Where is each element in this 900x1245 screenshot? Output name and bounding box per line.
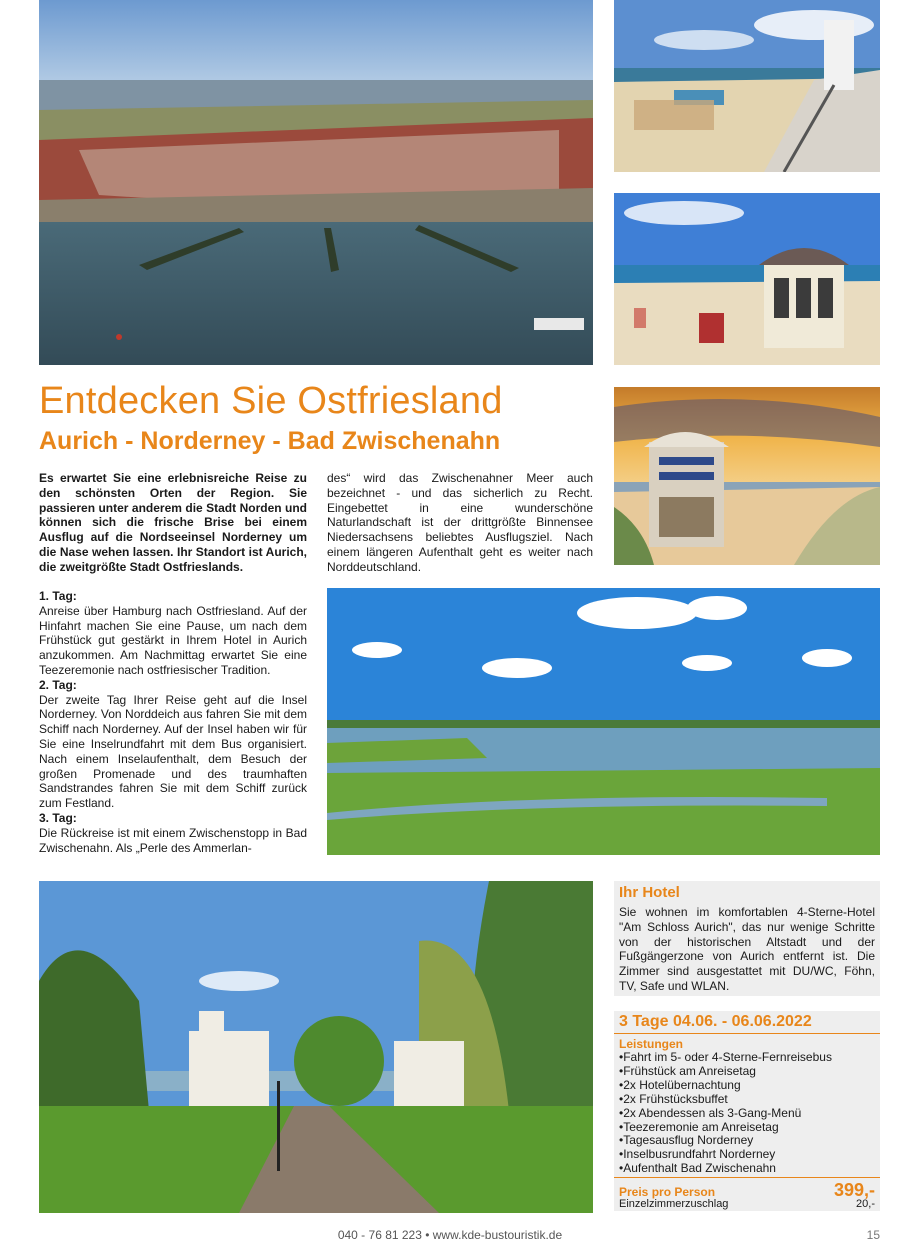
services-title: Leistungen	[619, 1037, 684, 1051]
price-value: 399,-	[833, 1180, 875, 1200]
intro-text: Es erwartet Sie eine erlebnisreiche Reise zu den schönsten Orten der Region. Sie passieren unter anderem die Stadt Norden und können sich die frische Brise bei einem Ausflug auf die Nordseeinsel Norderney um die Nase wehen lassen. Ihr Standort ist Aurich, die zweitgrößte Stadt Ostfrieslands.	[39, 471, 307, 574]
hotel-info-box	[614, 881, 880, 996]
services-list	[614, 1051, 880, 1176]
aerial-photo-norderney	[39, 0, 593, 365]
day-text: Anreise über Hamburg nach Ostfriesland. Auf der Hinfahrt machen Sie eine Pause, um nach dem Frühstück gut gestärkt in Ihrem Hotel in Aurich anzukommen. Am Nachmittag erwartet Sie eine Teezeremonie nach ostfriesischer Tradition.	[39, 603, 307, 677]
page-number: 15	[866, 1228, 880, 1242]
list-item: • 2x Hotelübernachtung	[619, 1079, 875, 1093]
list-item: • Frühstück am Anreisetag	[619, 1065, 875, 1079]
surcharge-row	[614, 1198, 880, 1210]
day-heading: 3. Tag:	[39, 810, 77, 825]
surcharge-value: 20,-	[856, 1198, 875, 1210]
list-item: • Fahrt im 5- oder 4-Sterne-Fernreisebus	[619, 1051, 875, 1065]
page-title: Entdecken Sie Ostfriesland	[39, 380, 503, 422]
surcharge-label: Einzelzimmerzuschlag	[619, 1198, 729, 1210]
day-heading: 2. Tag:	[39, 677, 77, 692]
list-item: • 2x Abendessen als 3-Gang-Menü	[619, 1107, 875, 1121]
day-3	[39, 811, 307, 855]
lake-meadow-photo	[327, 588, 880, 855]
footer-contact: 040 - 76 81 223 • www.kde-bustouristik.de	[337, 1228, 563, 1242]
beach-chair-sunset-photo	[614, 387, 880, 565]
day-2	[39, 678, 307, 811]
hotel-title: Ihr Hotel	[619, 884, 680, 901]
list-item: • Aufenthalt Bad Zwischenahn	[619, 1162, 875, 1176]
offer-dates: 3 Tage 04.06. - 06.06.2022	[614, 1011, 880, 1034]
day-1	[39, 589, 307, 678]
list-item: • Tagesausflug Norderney	[619, 1134, 875, 1148]
list-item: • Inselbusrundfahrt Norderney	[619, 1148, 875, 1162]
day-heading: 1. Tag:	[39, 589, 77, 603]
beach-promenade-photo	[614, 0, 880, 172]
page-subtitle: Aurich - Norderney - Bad Zwischenahn	[39, 427, 501, 455]
column-two-text: des“ wird das Zwischenahner Meer auch bezeichnet - und das sicherlich zu Recht. Eingebettet in eine wunderschöne Naturlandschaft ist der drittgrößte Binnensee Niedersachsens beliebtes Ausflugsziel. Nach einem längeren Aufenthalt geht es weiter nach Norddeutschland.	[327, 471, 593, 574]
day-text: Die Rückreise ist mit einem Zwischenstopp in Bad Zwischenahn. Als „Perle des Ammerlan-	[39, 825, 307, 855]
offer-box	[614, 1011, 880, 1211]
list-item: • 2x Frühstücksbuffet	[619, 1093, 875, 1107]
hotel-description: Sie wohnen im komfortablen 4-Sterne-Hotel "Am Schloss Aurich", das nur wenige Schritte von der historischen Altstadt und der Fußgängerzone von Aurich entfernt ist. Die Zimmer sind ausgestattet mit DU/WC, Föhn, TV, Safe und WLAN.	[619, 905, 875, 993]
park-villa-photo	[39, 881, 593, 1213]
day-text: Der zweite Tag Ihrer Reise geht auf die Insel Norderney. Von Norddeich aus fahren Sie mit dem Schiff nach Norderney. Auf der Insel haben wir für Sie eine Inselrundfahrt mit dem Bus organisiert. Nach einem Inselaufenthalt, dem Besuch der großen Promenade und des traumhaften Sandstrandes fahren Sie mit dem Schiff zurück zum Festland.	[39, 692, 307, 811]
price-label: Preis pro Person	[619, 1185, 716, 1199]
itinerary	[39, 589, 307, 855]
beach-pavilion-photo	[614, 193, 880, 365]
list-item: • Teezeremonie am Anreisetag	[619, 1121, 875, 1135]
